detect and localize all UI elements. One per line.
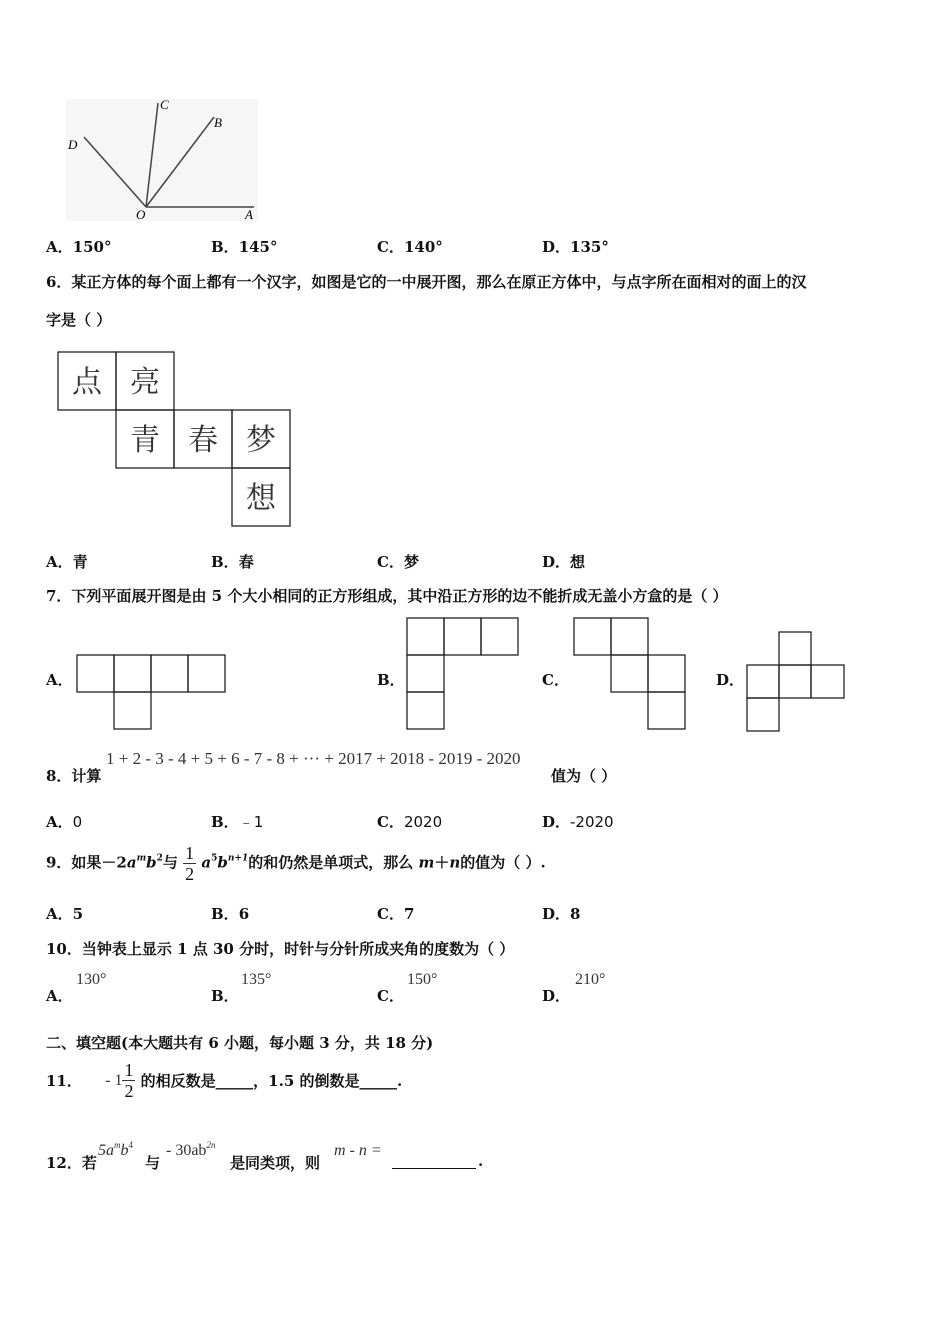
q7-label-c[interactable]: C． bbox=[542, 671, 569, 689]
q11: 11． - 1 $\frac{1}{2}$ 的相反数是_____，1.5 的倒数是_____. bbox=[46, 1060, 403, 1101]
q12-expression: m - n = bbox=[334, 1142, 382, 1159]
q5-option-b[interactable]: B．145° bbox=[211, 238, 278, 256]
label-b: B bbox=[214, 115, 222, 130]
q6-option-b[interactable]: B．春 bbox=[211, 553, 254, 571]
q7-net-c[interactable] bbox=[573, 617, 689, 732]
label-o: O bbox=[136, 207, 146, 222]
q9-stem: 9．如果$-2a^mb^2$与 $\frac{1}{2}$ $a^5b^{n+1}$的和仍然是单项式，那么 m＋n的值为（ ）. bbox=[46, 843, 546, 884]
q12-term1: $5a^mb^4$ bbox=[98, 1140, 133, 1159]
q5-option-c[interactable]: C．140° bbox=[377, 238, 443, 256]
label-a: A bbox=[245, 207, 253, 222]
q10-option-c-value: 150° bbox=[407, 971, 438, 988]
q10-option-c-letter[interactable]: C． bbox=[377, 987, 404, 1005]
q6-stem-line2: 字是（ ） bbox=[46, 311, 112, 329]
q7-label-b[interactable]: B． bbox=[377, 671, 405, 689]
q7-net-b[interactable] bbox=[406, 617, 522, 732]
q6-option-a[interactable]: A．青 bbox=[46, 553, 88, 571]
cube-net-figure bbox=[56, 350, 296, 530]
section-heading: 二、填空题(本大题共有 6 小题，每小题 3 分，共 18 分) bbox=[46, 1034, 434, 1052]
q10-option-a-value: 130° bbox=[76, 971, 107, 988]
q7-label-d[interactable]: D． bbox=[716, 671, 745, 689]
q12-prefix: 12．若 bbox=[46, 1154, 97, 1172]
q12-term2: - $30ab^{2n}$ bbox=[166, 1140, 216, 1159]
q8-suffix: 值为（ ） bbox=[551, 767, 617, 785]
q8-option-d[interactable]: D．-2020 bbox=[542, 813, 614, 831]
net-cell-4: 春 bbox=[188, 423, 218, 458]
q12-answer-blank[interactable] bbox=[392, 1155, 476, 1173]
q6-stem-line1: 6．某正方体的每个面上都有一个汉字，如图是它的一中展开图，那么在原正方体中，与点字所在面相对的面上的汉 bbox=[46, 273, 807, 291]
q5-option-d[interactable]: D．135° bbox=[542, 238, 609, 256]
q9-option-c[interactable]: C．7 bbox=[377, 905, 415, 923]
q10-option-d-value: 210° bbox=[575, 971, 606, 988]
q8-option-b[interactable]: B．﹣1 bbox=[211, 813, 264, 831]
q8-option-c[interactable]: C．2020 bbox=[377, 813, 443, 831]
q8-option-a[interactable]: A．0 bbox=[46, 813, 83, 831]
q8-expression: 1 + 2 - 3 - 4 + 5 + 6 - 7 - 8 + ··· + 2017 + 2018 - 2019 - 2020 bbox=[106, 749, 521, 768]
net-cell-6: 想 bbox=[246, 481, 276, 516]
q6-option-d[interactable]: D．想 bbox=[542, 553, 586, 571]
q12-with: 与 bbox=[145, 1154, 161, 1172]
q9-option-d[interactable]: D．8 bbox=[542, 905, 581, 923]
q7-net-a[interactable] bbox=[76, 654, 228, 732]
q11-fraction: $\frac{1}{2}$ bbox=[124, 1060, 134, 1101]
net-cell-3: 青 bbox=[130, 423, 160, 458]
q9-fraction: $\frac{1}{2}$ bbox=[185, 843, 195, 884]
net-cell-5: 梦 bbox=[246, 423, 276, 458]
q10-option-b-value: 135° bbox=[241, 971, 272, 988]
q12-text: 是同类项，则 bbox=[230, 1154, 321, 1172]
q9-option-b[interactable]: B．6 bbox=[211, 905, 250, 923]
q7-label-a[interactable]: A． bbox=[46, 671, 73, 689]
q7-stem: 7．下列平面展开图是由 5 个大小相同的正方形组成，其中沿正方形的边不能折成无盖小方盒的是（ ） bbox=[46, 587, 728, 605]
q6-option-c[interactable]: C．梦 bbox=[377, 553, 419, 571]
q10-option-a-letter[interactable]: A． bbox=[46, 987, 73, 1005]
q7-net-d[interactable] bbox=[745, 631, 849, 733]
q12-period: . bbox=[478, 1152, 484, 1170]
q10-option-b-letter[interactable]: B． bbox=[211, 987, 239, 1005]
angle-figure bbox=[62, 95, 262, 225]
net-cell-1: 点 bbox=[72, 365, 102, 400]
q8-prefix: 8．计算 bbox=[46, 767, 102, 785]
q9-option-a[interactable]: A．5 bbox=[46, 905, 84, 923]
q10-option-d-letter[interactable]: D． bbox=[542, 987, 571, 1005]
q10-stem: 10．当钟表上显示 1 点 30 分时，时针与分针所成夹角的度数为（ ） bbox=[46, 940, 515, 958]
label-c: C bbox=[160, 97, 169, 112]
net-cell-2: 亮 bbox=[130, 365, 160, 400]
label-d: D bbox=[68, 137, 78, 152]
q5-option-a[interactable]: A．150° bbox=[46, 238, 112, 256]
